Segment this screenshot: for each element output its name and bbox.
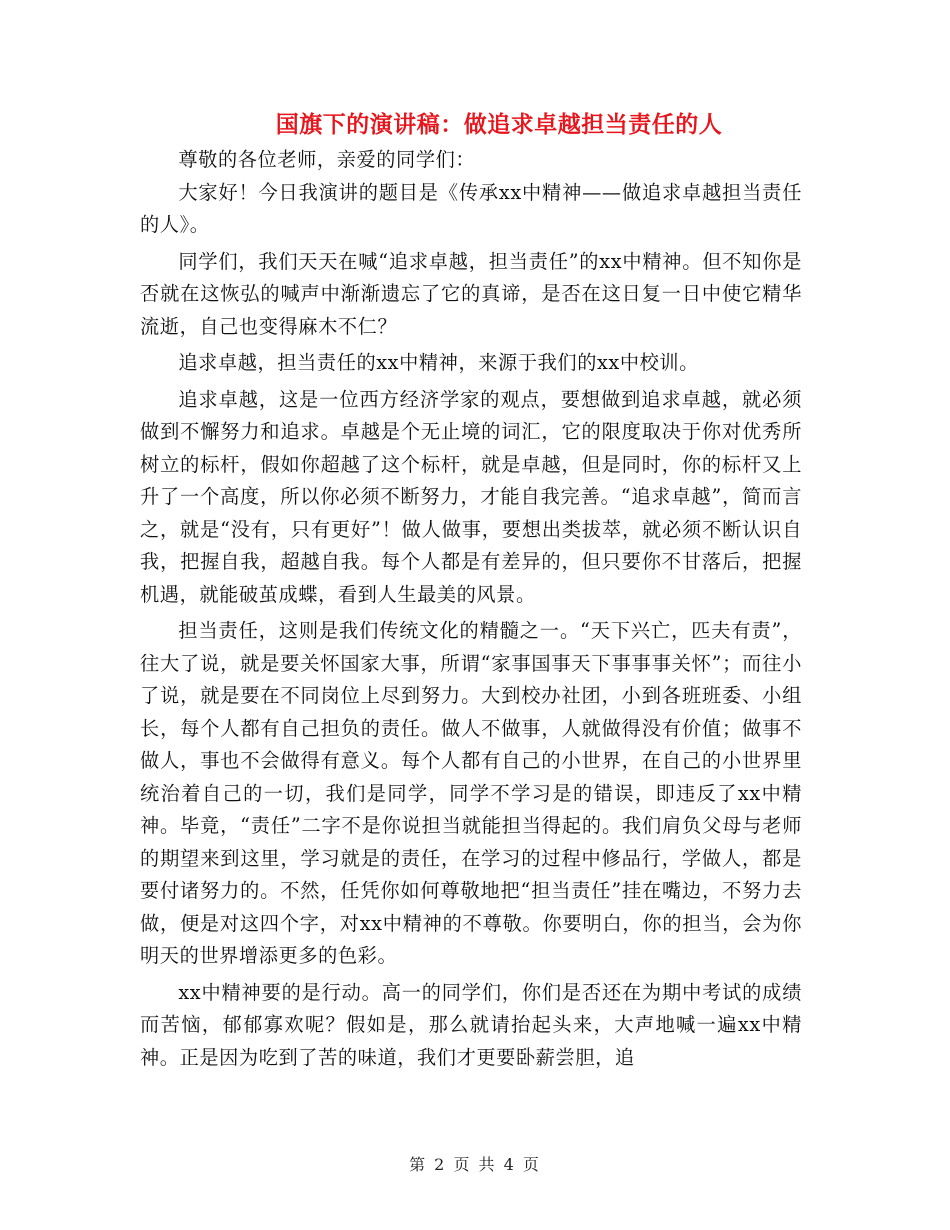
page-number-footer: 第 2 页 共 4 页 (409, 1155, 541, 1174)
document-body (140, 144, 802, 1074)
paragraph-salutation: 尊敬的各位老师，亲爱的同学们： (178, 148, 476, 171)
document-title: 国旗下的演讲稿：做追求卓越担当责任的人 (275, 111, 723, 138)
paragraph-pursue-excellence: 追求卓越，这是一位西方经济学家的观点，要想做到追求卓越，就必须做到不懈努力和追求。卓越是个无止境的词汇，它的限度取决于你对优秀所树立的标杆，假如你超越了这个标杆，就是卓越，但是同时，你的标杆又上升了一个高度，所以你必须不断努力，才能自我完善。“追求卓越”，简而言之，就是“没有，只有更好”！做人做事，要想出类拔萃，就必须不断认识自我，把握自我，超越自我。每个人都是有差异的，但只要你不甘落后，把握机遇，就能破茧成蝶，看到人生最美的风景。 (140, 387, 802, 606)
paragraph-greeting: 大家好！今日我演讲的题目是《传承xx中精神——做追求卓越担当责任的人》。 (140, 180, 802, 236)
paragraph-take-responsibility: 担当责任，这则是我们传统文化的精髓之一。“天下兴亡，匹夫有责”，往大了说，就是要关怀国家大事，所谓“家事国事天下事事事关怀”；而往小了说，就是要在不同岗位上尽到努力。大到校办社团，小到各班班委、小组长，每个人都有自己担负的责任。做人不做事，人就做得没有价值；做事不做人，事也不会做得有意义。每个人都有自己的小世界，在自己的小世界里统治着自己的一切，我们是同学，同学不学习是的错误，即违反了xx中精神。毕竟，“责任”二字不是你说担当就能担当得起的。我们肩负父母与老师的期望来到这里，学习就是的责任，在学习的过程中修品行，学做人，都是要付诸努力的。不然，任凭你如何尊敬地把“担当责任”挂在嘴边，不努力去做，便是对这四个字，对xx中精神的不尊敬。你要明白，你的担当，会为你明天的世界增添更多的色彩。 (140, 619, 802, 967)
paragraph-intro: 同学们，我们天天在喊“追求卓越，担当责任”的xx中精神。但不知你是否就在这恢弘的喊声中渐渐遗忘了它的真谛，是否在这日复一日中使它精华流逝，自己也变得麻木不仁？ (140, 249, 802, 338)
paragraph-motto: 追求卓越，担当责任的xx中精神，来源于我们的xx中校训。 (178, 351, 699, 374)
paragraph-action: xx中精神要的是行动。高一的同学们，你们是否还在为期中考试的成绩而苦恼，郁郁寡欢呢？假如是，那么就请抬起头来，大声地喊一遍xx中精神。正是因为吃到了苦的味道，我们才更要卧薪尝胆，追 (140, 980, 802, 1069)
